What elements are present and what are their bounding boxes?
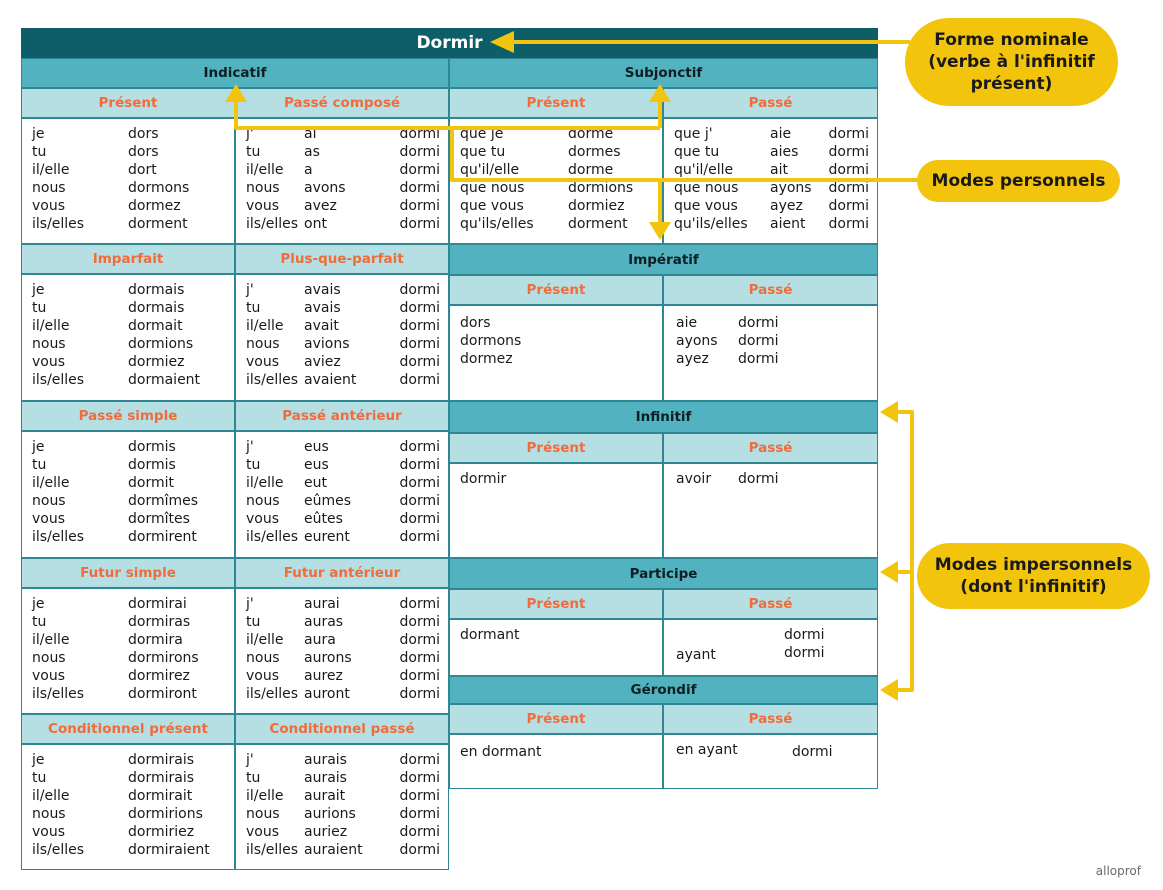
- pronoun: vous: [246, 824, 280, 840]
- pronoun: tu: [246, 457, 261, 473]
- verb-form: dormais: [128, 300, 185, 316]
- past-participle: dormi: [399, 180, 440, 196]
- verb-form: dormis: [128, 457, 176, 473]
- verb-form: dormiras: [128, 614, 191, 630]
- verb-title-bar: [21, 28, 878, 58]
- past-participle: dormi: [399, 198, 440, 214]
- verb-form: dormirons: [128, 650, 199, 666]
- verb-form: dormirions: [128, 806, 203, 822]
- tense-ind-passe-simple: Passé simple: [21, 401, 235, 431]
- arrowhead-participe: [880, 561, 898, 583]
- cell-ger-passe: [663, 734, 878, 789]
- pronoun: que tu: [460, 144, 506, 160]
- auxiliary: avions: [304, 336, 350, 352]
- pronoun: il/elle: [246, 318, 284, 334]
- pronoun: tu: [32, 770, 47, 786]
- pronoun: vous: [32, 824, 66, 840]
- verb-form: dormiriez: [128, 824, 195, 840]
- past-participle: dormi: [399, 824, 440, 840]
- pronoun: nous: [32, 180, 66, 196]
- auxiliary: eûmes: [304, 493, 352, 509]
- cell-ind-plus-que-parfait: [235, 274, 449, 401]
- past-participle: dormi: [399, 788, 440, 804]
- pronoun: ils/elles: [246, 529, 299, 545]
- past-participle: dormi: [399, 650, 440, 666]
- cell-ind-futur-simple: [21, 588, 235, 714]
- verb-form: dormiront: [128, 686, 197, 702]
- tense-inf-present: Présent: [449, 433, 663, 463]
- auxiliary: eus: [304, 457, 329, 473]
- past-participle: dormi: [399, 529, 440, 545]
- past-participle: dormi: [399, 752, 440, 768]
- auxiliary: ai: [304, 126, 317, 142]
- pronoun: que je: [460, 126, 504, 142]
- past-participle: dormi: [828, 144, 869, 160]
- imp-passe-part-1: dormi: [738, 315, 779, 331]
- cell-inf-passe: [663, 463, 878, 558]
- pronoun: tu: [246, 614, 261, 630]
- auxiliary: aurai: [304, 596, 340, 612]
- auxiliary: eûtes: [304, 511, 343, 527]
- inf-present-form: dormir: [460, 471, 507, 487]
- auxiliary: avais: [304, 300, 341, 316]
- past-participle: dormi: [828, 162, 869, 178]
- auxiliary: avait: [304, 318, 339, 334]
- imp-passe-aux-1: aie: [676, 315, 698, 331]
- pronoun: ils/elles: [246, 686, 299, 702]
- verb-form: dormons: [128, 180, 190, 196]
- pronoun: il/elle: [32, 788, 70, 804]
- cell-sub-present: [449, 118, 663, 244]
- verb-form: dors: [128, 144, 159, 160]
- auxiliary: aie: [770, 126, 792, 142]
- past-participle: dormi: [828, 126, 869, 142]
- tense-sub-passe: Passé: [663, 88, 878, 118]
- auxiliary: auraient: [304, 842, 363, 858]
- pronoun: tu: [246, 770, 261, 786]
- imp-present-3: dormez: [460, 351, 513, 367]
- auxiliary: aura: [304, 632, 336, 648]
- past-participle: dormi: [828, 216, 869, 232]
- past-participle: dormi: [399, 614, 440, 630]
- auxiliary: auriez: [304, 824, 348, 840]
- tense-part-present: Présent: [449, 589, 663, 619]
- cell-imp-present: [449, 305, 663, 401]
- pronoun: nous: [246, 336, 280, 352]
- inf-passe-part: dormi: [738, 471, 779, 487]
- pronoun: je: [32, 596, 45, 612]
- pronoun: j': [246, 439, 254, 455]
- auxiliary: aient: [770, 216, 806, 232]
- imp-passe-part-3: dormi: [738, 351, 779, 367]
- auxiliary: aurais: [304, 770, 347, 786]
- pronoun: que vous: [674, 198, 738, 214]
- tense-ind-futur-simple: Futur simple: [21, 558, 235, 588]
- auxiliary: aurions: [304, 806, 356, 822]
- pronoun: nous: [32, 806, 66, 822]
- alloprof-logo: alloprof: [1095, 864, 1141, 878]
- tense-ger-present: Présent: [449, 704, 663, 734]
- pronoun: ils/elles: [32, 842, 85, 858]
- auxiliary: avez: [304, 198, 337, 214]
- pronoun: vous: [32, 668, 66, 684]
- tense-part-passe: Passé: [663, 589, 878, 619]
- pronoun: que nous: [460, 180, 525, 196]
- verb-form: dormaient: [128, 372, 201, 388]
- verb-form: dormions: [128, 336, 194, 352]
- auxiliary: eut: [304, 475, 327, 491]
- imp-passe-aux-3: ayez: [676, 351, 709, 367]
- verb-form: dormiez: [568, 198, 625, 214]
- pronoun: je: [32, 752, 45, 768]
- part-passe-aux: ayant: [676, 647, 716, 663]
- ger-present-form: en dormant: [460, 744, 542, 760]
- arrow-modes-impersonnels-bracket: [896, 412, 912, 690]
- mode-subjonctif: Subjonctif: [449, 58, 878, 88]
- verb-form: dormit: [128, 475, 174, 491]
- auxiliary: aviez: [304, 354, 341, 370]
- pronoun: nous: [246, 650, 280, 666]
- part-passe-compound: dormi: [784, 645, 825, 661]
- mode-indicatif: Indicatif: [21, 58, 449, 88]
- past-participle: dormi: [399, 300, 440, 316]
- cell-cond-passe: [235, 744, 449, 870]
- pronoun: il/elle: [32, 318, 70, 334]
- past-participle: dormi: [828, 198, 869, 214]
- auxiliary: ait: [770, 162, 788, 178]
- cell-imp-passe: [663, 305, 878, 401]
- past-participle: dormi: [399, 457, 440, 473]
- past-participle: dormi: [399, 493, 440, 509]
- pronoun: je: [32, 439, 45, 455]
- auxiliary: eus: [304, 439, 329, 455]
- past-participle: dormi: [828, 180, 869, 196]
- pronoun: vous: [246, 511, 280, 527]
- verb-title: Dormir: [416, 33, 483, 53]
- verb-form: dorme: [568, 162, 614, 178]
- tense-ind-imparfait: Imparfait: [21, 244, 235, 274]
- pronoun: j': [246, 126, 254, 142]
- pronoun: nous: [32, 493, 66, 509]
- tense-ind-futur-anterieur: Futur antérieur: [235, 558, 449, 588]
- cell-ind-imparfait: [21, 274, 235, 401]
- verb-form: dormirait: [128, 788, 193, 804]
- auxiliary: avons: [304, 180, 346, 196]
- past-participle: dormi: [399, 372, 440, 388]
- mode-gerondif: Gérondif: [449, 676, 878, 704]
- tense-ger-passe: Passé: [663, 704, 878, 734]
- pronoun: tu: [32, 300, 47, 316]
- verb-form: dormirent: [128, 529, 197, 545]
- pronoun: qu'ils/elles: [674, 216, 748, 232]
- past-participle: dormi: [399, 632, 440, 648]
- imp-present-2: dormons: [460, 333, 522, 349]
- auxiliary: auras: [304, 614, 344, 630]
- cell-inf-present: [449, 463, 663, 558]
- pronoun: j': [246, 596, 254, 612]
- verb-form: dormirai: [128, 596, 187, 612]
- pronoun: je: [32, 282, 45, 298]
- pronoun: nous: [32, 336, 66, 352]
- mode-participe: Participe: [449, 558, 878, 589]
- pronoun: que tu: [674, 144, 720, 160]
- past-participle: dormi: [399, 282, 440, 298]
- pronoun: nous: [246, 180, 280, 196]
- pronoun: ils/elles: [32, 372, 85, 388]
- verb-form: dormirez: [128, 668, 190, 684]
- auxiliary: avaient: [304, 372, 357, 388]
- mode-infinitif: Infinitif: [449, 401, 878, 433]
- callout-forme-nominale: Forme nominale (verbe à l'infinitif présent): [905, 18, 1118, 106]
- cell-ind-present: [21, 118, 235, 244]
- tense-ind-passe-compose: Passé composé: [235, 88, 449, 118]
- pronoun: nous: [32, 650, 66, 666]
- arrowhead-gerondif: [880, 679, 898, 701]
- verb-form: dorment: [128, 216, 188, 232]
- past-participle: dormi: [399, 162, 440, 178]
- cell-ind-passe-compose: [235, 118, 449, 244]
- pronoun: ils/elles: [246, 216, 299, 232]
- auxiliary: aurais: [304, 752, 347, 768]
- pronoun: il/elle: [32, 162, 70, 178]
- ger-passe-aux: en ayant: [676, 742, 738, 758]
- past-participle: dormi: [399, 144, 440, 160]
- pronoun: tu: [32, 614, 47, 630]
- past-participle: dormi: [399, 596, 440, 612]
- auxiliary: ont: [304, 216, 327, 232]
- auxiliary: auront: [304, 686, 350, 702]
- verb-form: dormis: [128, 439, 176, 455]
- pronoun: tu: [32, 144, 47, 160]
- pronoun: que nous: [674, 180, 739, 196]
- auxiliary: ayez: [770, 198, 803, 214]
- pronoun: vous: [246, 198, 280, 214]
- cell-sub-passe: [663, 118, 878, 244]
- pronoun: j': [246, 282, 254, 298]
- tense-ind-plus-que-parfait: Plus-que-parfait: [235, 244, 449, 274]
- past-participle: dormi: [399, 511, 440, 527]
- tense-inf-passe: Passé: [663, 433, 878, 463]
- pronoun: vous: [246, 668, 280, 684]
- arrowhead-infinitif: [880, 401, 898, 423]
- verb-form: dormirais: [128, 770, 195, 786]
- past-participle: dormi: [399, 686, 440, 702]
- pronoun: il/elle: [32, 475, 70, 491]
- verb-form: dormirais: [128, 752, 195, 768]
- inf-passe-aux: avoir: [676, 471, 712, 487]
- auxiliary: avais: [304, 282, 341, 298]
- verb-form: dorme: [568, 126, 614, 142]
- imp-passe-aux-2: ayons: [676, 333, 718, 349]
- tense-cond-present: Conditionnel présent: [21, 714, 235, 744]
- cell-ind-futur-anterieur: [235, 588, 449, 714]
- verb-form: dormais: [128, 282, 185, 298]
- verb-form: dormiez: [128, 354, 185, 370]
- pronoun: nous: [246, 493, 280, 509]
- past-participle: dormi: [399, 668, 440, 684]
- pronoun: qu'ils/elles: [460, 216, 534, 232]
- pronoun: vous: [32, 511, 66, 527]
- pronoun: nous: [246, 806, 280, 822]
- verb-form: dormes: [568, 144, 621, 160]
- cell-ind-passe-simple: [21, 431, 235, 558]
- auxiliary: eurent: [304, 529, 350, 545]
- callout-modes-impersonnels: Modes impersonnels (dont l'infinitif): [917, 543, 1150, 609]
- pronoun: ils/elles: [246, 372, 299, 388]
- cell-ind-passe-anterieur: [235, 431, 449, 558]
- verb-form: dormait: [128, 318, 183, 334]
- pronoun: tu: [246, 300, 261, 316]
- tense-ind-passe-anterieur: Passé antérieur: [235, 401, 449, 431]
- pronoun: ils/elles: [32, 529, 85, 545]
- auxiliary: as: [304, 144, 320, 160]
- pronoun: ils/elles: [32, 216, 85, 232]
- past-participle: dormi: [399, 126, 440, 142]
- verb-form: dors: [128, 126, 159, 142]
- pronoun: tu: [246, 144, 261, 160]
- pronoun: il/elle: [246, 162, 284, 178]
- past-participle: dormi: [399, 354, 440, 370]
- pronoun: j': [246, 752, 254, 768]
- past-participle: dormi: [399, 216, 440, 232]
- pronoun: il/elle: [246, 632, 284, 648]
- pronoun: que j': [674, 126, 713, 142]
- verb-form: dormez: [128, 198, 181, 214]
- pronoun: ils/elles: [32, 686, 85, 702]
- past-participle: dormi: [399, 842, 440, 858]
- cell-ger-present: [449, 734, 663, 789]
- pronoun: vous: [246, 354, 280, 370]
- auxiliary: a: [304, 162, 313, 178]
- cell-part-passe: [663, 619, 878, 676]
- verb-form: dormîmes: [128, 493, 199, 509]
- imp-passe-part-2: dormi: [738, 333, 779, 349]
- tense-imp-passe: Passé: [663, 275, 878, 305]
- pronoun: tu: [32, 457, 47, 473]
- pronoun: que vous: [460, 198, 524, 214]
- auxiliary: aurez: [304, 668, 343, 684]
- pronoun: ils/elles: [246, 842, 299, 858]
- pronoun: je: [32, 126, 45, 142]
- pronoun: vous: [32, 198, 66, 214]
- verb-form: dormira: [128, 632, 183, 648]
- verb-form: dormions: [568, 180, 634, 196]
- mode-imperatif: Impératif: [449, 244, 878, 275]
- pronoun: il/elle: [246, 475, 284, 491]
- verb-form: dormîtes: [128, 511, 190, 527]
- part-passe-simple: dormi: [784, 627, 825, 643]
- ger-passe-part: dormi: [792, 744, 833, 760]
- past-participle: dormi: [399, 806, 440, 822]
- tense-imp-present: Présent: [449, 275, 663, 305]
- pronoun: il/elle: [246, 788, 284, 804]
- auxiliary: aies: [770, 144, 799, 160]
- verb-form: dort: [128, 162, 157, 178]
- callout-modes-personnels: Modes personnels: [917, 160, 1120, 202]
- auxiliary: aurait: [304, 788, 346, 804]
- auxiliary: ayons: [770, 180, 812, 196]
- past-participle: dormi: [399, 770, 440, 786]
- verb-form: dorment: [568, 216, 628, 232]
- pronoun: qu'il/elle: [674, 162, 734, 178]
- pronoun: vous: [32, 354, 66, 370]
- part-present-form: dormant: [460, 627, 520, 643]
- tense-sub-present: Présent: [449, 88, 663, 118]
- imp-present-1: dors: [460, 315, 491, 331]
- pronoun: qu'il/elle: [460, 162, 520, 178]
- cell-cond-present: [21, 744, 235, 870]
- auxiliary: aurons: [304, 650, 352, 666]
- past-participle: dormi: [399, 336, 440, 352]
- verb-form: dormiraient: [128, 842, 210, 858]
- tense-ind-present: Présent: [21, 88, 235, 118]
- tense-cond-passe: Conditionnel passé: [235, 714, 449, 744]
- past-participle: dormi: [399, 318, 440, 334]
- past-participle: dormi: [399, 475, 440, 491]
- pronoun: il/elle: [32, 632, 70, 648]
- cell-part-present: [449, 619, 663, 676]
- past-participle: dormi: [399, 439, 440, 455]
